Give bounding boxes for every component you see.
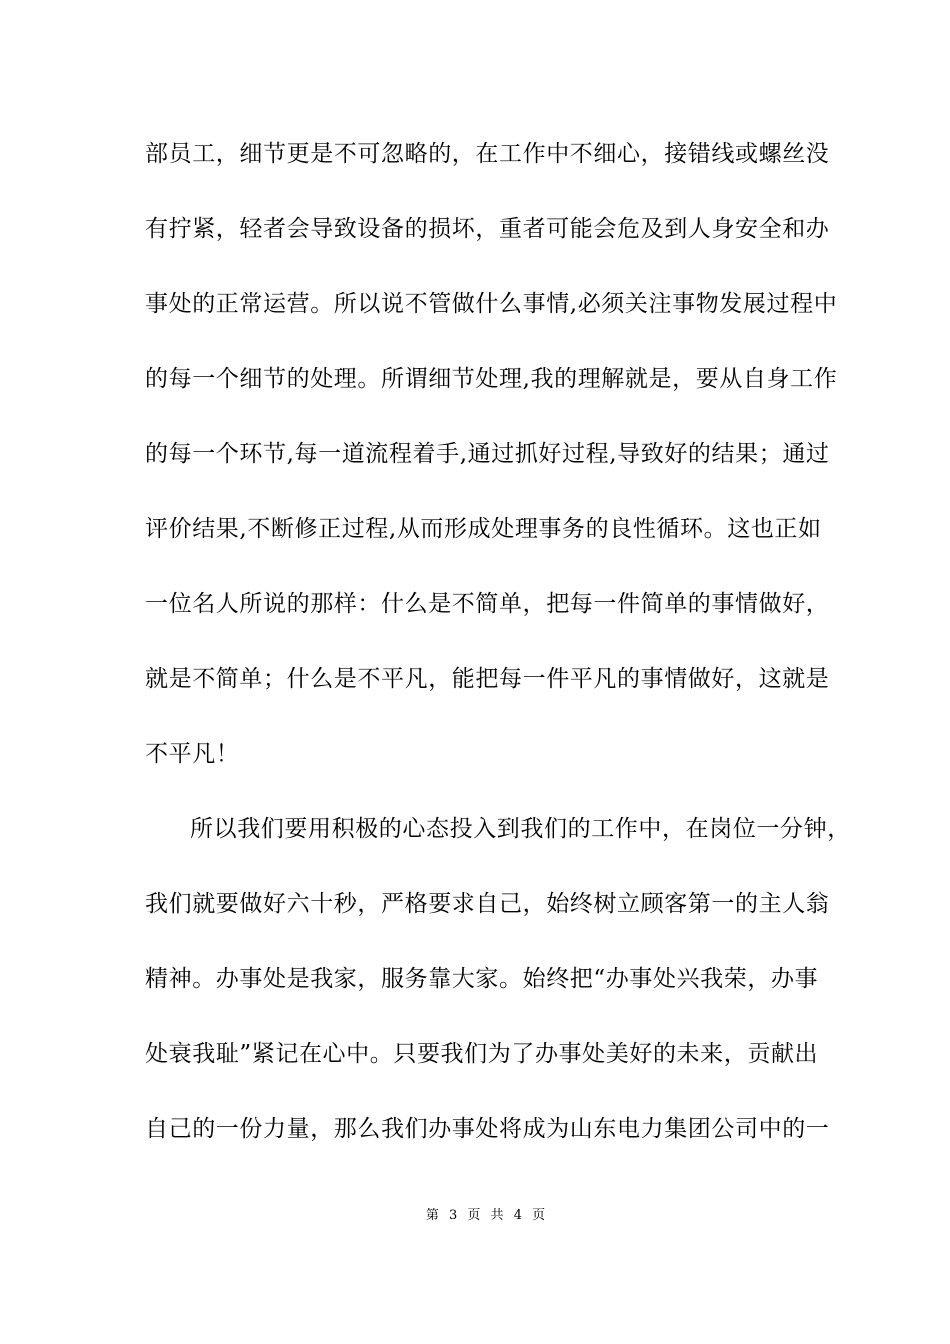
text-line: 评价结果,不断修正过程,从而形成处理事务的良性循环。这也正如 [145, 516, 822, 542]
page-footer: 第 3 页 共 4 页 [425, 1208, 549, 1223]
text-line: 事处的正常运营。所以说不管做什么事情,必须关注事物发展过程中 [145, 291, 838, 317]
text-line: 自己的一份力量，那么我们办事处将成为山东电力集团公司中的一 [145, 1116, 830, 1142]
text-line: 精神。办事处是我家，服务靠大家。始终把“办事处兴我荣，办事 [145, 966, 819, 992]
paragraph-start-line: 所以我们要用积极的心态投入到我们的工作中，在岗位一分钟， [190, 816, 851, 842]
text-line: 的每一个细节的处理。所谓细节处理,我的理解就是，要从自身工作 [145, 366, 838, 392]
text-line: 我们就要做好六十秒，严格要求自己，始终树立顾客第一的主人翁 [145, 891, 830, 917]
text-line: 就是不简单；什么是不平凡，能把每一件平凡的事情做好，这就是 [145, 666, 830, 692]
text-line: 部员工，细节更是不可忽略的，在工作中不细心，接错线或螺丝没 [145, 141, 830, 167]
text-line: 的每一个环节,每一道流程着手,通过抓好过程,导致好的结果；通过 [145, 441, 830, 467]
text-line: 处衰我耻”紧记在心中。只要我们为了办事处美好的未来，贡献出 [145, 1041, 819, 1067]
text-line: 一位名人所说的那样：什么是不简单，把每一件简单的事情做好， [145, 591, 830, 617]
text-line: 有拧紧，轻者会导致设备的损坏，重者可能会危及到人身安全和办 [145, 216, 830, 242]
text-line: 不平凡！ [145, 741, 240, 767]
